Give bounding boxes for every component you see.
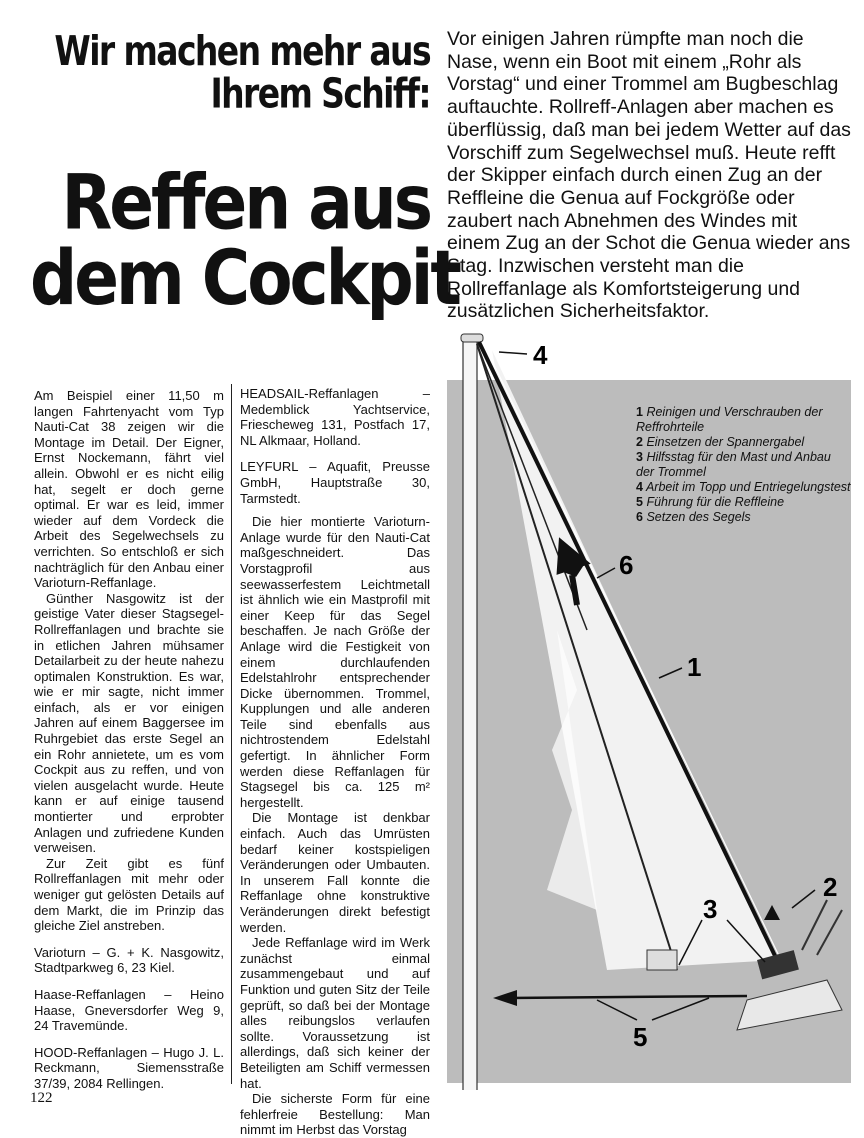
address-leyfurl: LEYFURL – Aquafit, Preusse GmbH, Hauptstraße 30, Tarmstedt. [240,459,430,506]
legend-item-3: 3 Hilfsstag für den Mast und Anbau der Trommel [636,450,831,479]
label-1: 1 [687,652,702,682]
halyard [477,344,587,630]
legend-item-5: 5 Führung für die Reffleine [636,495,785,509]
body-column-1 [34,388,224,1092]
paragraph: Die sicherste Form für eine fehlerfreie Bestellung: Man nimmt im Herbst das Vorstag [240,1091,430,1138]
label-6: 6 [619,550,634,580]
legend-item-6: 6 Setzen des Segels [636,510,751,524]
headline-line-2: dem Cockpit [30,234,459,323]
leader-2 [792,890,815,908]
mast [463,340,477,1090]
lead-paragraph: Vor einigen Jahren rümpfte man noch die Nase, wenn ein Boot mit einem „Rohr als Vorstag“ und einer Trommel am Bugbeschlag auftauchte. Rollreff-Anlagen aber machen es überflüssig, daß man bei jedem Wetter auf das Vorschiff zum Segelwechsel muß. Heute refft der Skipper einfach durch einen Zug an der Reffleine die Genua auf Fockgröße oder zaubert nach Abnehmen des Windes mit einem Zug an der Schot die Genua wieder ans Stag. Inzwischen versteht man die Rollreffanlage als Komfortsteigerung und zusätzlichen Sicherheitsfaktor. [447,28,851,323]
paragraph: Die Montage ist denkbar einfach. Auch das Umrüsten bedarf keiner kostspieligen Veränderungen oder Umbauten. In unserem Fall konnte die Reffanlage ohne konstruktive Veränderungen direkt befestigt werden. [240,810,430,935]
address-headsail: HEADSAIL-Reffanlagen – Medemblick Yachtservice, Friescheweg 131, Postfach 17, NL Alkmaar, Holland. [240,386,430,448]
paragraph: Die hier montierte Varioturn-Anlage wurde für den Nauti-Cat maßgeschneidert. Das Vorstagprofil aus seewasserfestem Leichtmetall ist ähnlich wie ein Mastprofil mit einer Keep für das Segel beschaffen. Je nach Größe der Anlage wird die Festigkeit von einem durchlaufenden Edelstahlrohr entsprechender Dicke übernommen. Trommel, Kupplungen und alle anderen Teile sind ebenfalls aus nichtrostendem Edelstahl gefertigt. In ähnlicher Form werden diese Reffanlagen für Stagsegel bis ca. 125 m² hergestellt. [240,514,430,810]
reef-line-arrow-head [493,990,517,1006]
legend-item-2: 2 Einsetzen der Spannergabel [636,435,805,449]
label-4: 4 [533,340,548,370]
masthead [461,334,483,342]
leader-6 [597,568,615,578]
pulpit-rail [817,910,842,955]
diagram-legend [636,405,851,525]
label-3: 3 [703,894,718,924]
reef-line [507,996,747,998]
column-rule [231,384,232,1084]
kicker-line-2: Ihrem Schiff: [210,68,430,118]
kicker [30,26,430,118]
leader-5a [597,1000,637,1020]
leader-1 [659,668,682,678]
kicker-line-1: Wir machen mehr aus [54,26,430,75]
headline [30,158,459,323]
address-hood: HOOD-Reffanlagen – Hugo J. L. Reckmann, Siemensstraße 37/39, 2084 Rellingen. [34,1044,224,1091]
leader-5b [652,998,709,1020]
body-column-2 [240,386,430,1138]
paragraph: Am Beispiel einer 11,50 m langen Fahrtenyacht vom Typ Nauti-Cat 38 zeigen wir die Montage im Detail. Der Eigner, Ernst Nockemann, fährt viel allein. Obwohl er es nicht eilig hat, segelt er doch gerne optimal. Er war es leid, immer wieder auf dem Vordeck die Arbeit des Segelwechsels zu verrichten. So entschloß er sich nachträglich für den Anbau einer Varioturn-Reffanlage. [34,388,224,591]
page-number: 122 [30,1090,53,1106]
headline-line-1: Reffen aus [61,158,430,247]
paragraph: Zur Zeit gibt es fünf Rollreffanlagen mit mehr oder weniger gut gelösten Details auf dem Markt, die im Prinzip das gleiche Ziel anstreben. [34,855,224,934]
address-haase: Haase-Reffanlagen – Heino Haase, Gneversdorfer Weg 9, 24 Travemünde. [34,986,224,1034]
paragraph: Günther Nasgowitz ist der geistige Vater dieser Stagsegel-Rollreffanlagen und brachte sie in etlichen Jahren mühsamer Detailarbeit zu der heute nahezu optimalen Konstruktion. Es war, wie er mir sagte, nicht immer einfach, als er vor einigen Jahren auf einem Baggersee im Ruhrgebiet das erste Segel an ein Rohr annietete, um es vom Cockpit aus zu reffen, und von vielen ausgelacht wurde. Heute kann er auf einige tausend montierter und erprobter Anlagen und zufriedene Kunden verweisen. [34,590,224,856]
leader-4 [499,352,527,354]
deck-fitting [647,950,677,970]
address-varioturn: Varioturn – G. + K. Nasgowitz, Stadtparkweg 6, 23 Kiel. [34,944,224,976]
label-5: 5 [633,1022,648,1052]
marker-arrow-2 [764,905,780,920]
legend-item-1: 1 Reinigen und Verschrauben der Reffrohrteile [636,405,823,434]
label-2: 2 [823,872,838,902]
paragraph: Jede Reffanlage wird im Werk zunächst einmal zusammengebaut und auf Funktion und guten Sitz der Teile geprüft, so daß bei der Montage alles reibungslos verlaufen sollte. Voraussetzung ist allerdings, daß sich keiner der Beteiligten am Schiff vermessen hat. [240,935,430,1091]
legend-item-4: 4 Arbeit im Topp und Entriegelungstest [636,480,851,494]
bow-pulpit [737,980,842,1030]
